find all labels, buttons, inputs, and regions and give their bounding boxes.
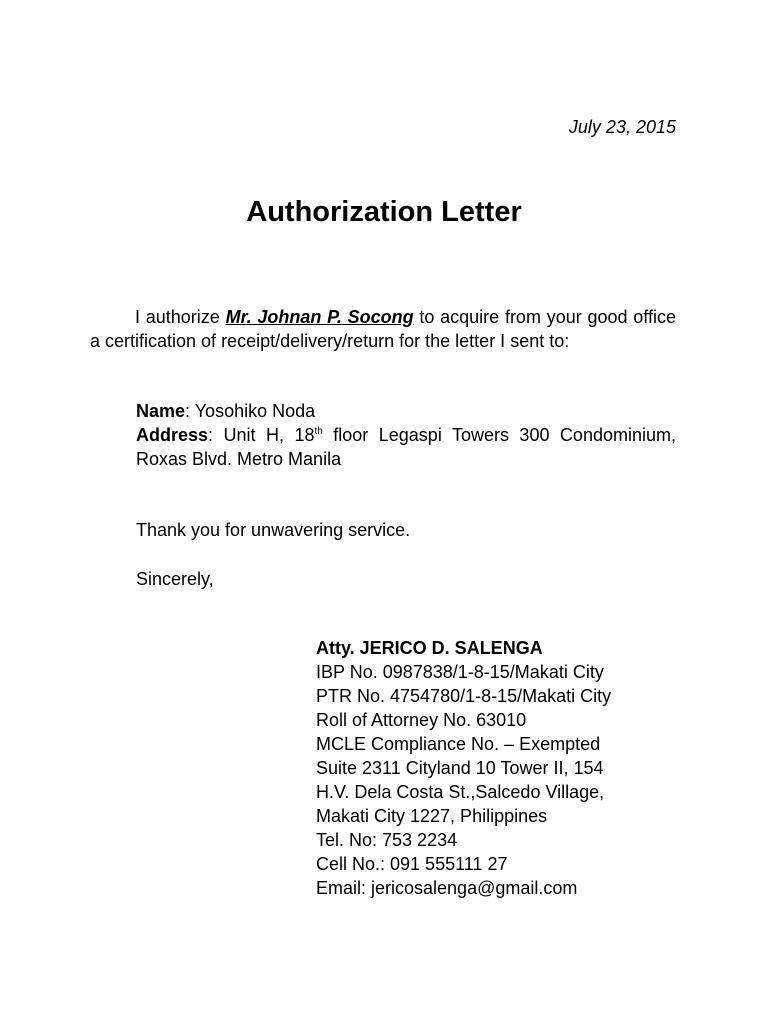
- address-ordinal: th: [314, 426, 323, 437]
- body-intro: I authorize: [135, 307, 226, 327]
- mcle-compliance: MCLE Compliance No. – Exempted: [316, 734, 601, 754]
- address-prefix: : Unit H, 18: [208, 425, 315, 445]
- telephone: Tel. No: 753 2234: [316, 830, 458, 850]
- signatory-name: Atty. JERICO D. SALENGA: [316, 638, 543, 658]
- body-paragraph: [90, 305, 676, 353]
- office-address-line-1: Suite 2311 Cityland 10 Tower II, 154: [316, 758, 604, 778]
- signature-block: [316, 636, 611, 900]
- cellphone: Cell No.: 091 555111 27: [316, 854, 508, 874]
- body-rest: to acquire from your good office a certification of receipt/delivery/return for the letter I sent to:: [90, 307, 676, 351]
- authorized-person-name: Mr. Johnan P. Socong: [225, 307, 414, 327]
- ptr-number: PTR No. 4754780/1-8-15/Makati City: [316, 686, 612, 706]
- recipient-address-line: [136, 423, 676, 471]
- ibp-number: IBP No. 0987838/1-8-15/Makati City: [316, 662, 604, 682]
- address-rest: floor Legaspi Towers 300 Condominium, Roxas Blvd. Metro Manila: [136, 425, 676, 469]
- closing-line: Sincerely,: [136, 569, 214, 589]
- recipient-name-line: [136, 399, 676, 423]
- letter-date: July 23, 2015: [568, 117, 676, 137]
- name-label: Name: [136, 401, 186, 421]
- roll-of-attorney: Roll of Attorney No. 63010: [316, 710, 527, 730]
- thank-you-line: Thank you for unwavering service.: [136, 520, 411, 540]
- letter-title: Authorization Letter: [246, 196, 522, 228]
- office-address-line-2: H.V. Dela Costa St.,Salcedo Village,: [316, 782, 605, 802]
- email: Email: jericosalenga@gmail.com: [316, 878, 578, 898]
- name-value: : Yosohiko Noda: [185, 401, 316, 421]
- recipient-block: [136, 399, 676, 471]
- office-address-line-3: Makati City 1227, Philippines: [316, 806, 548, 826]
- address-label: Address: [136, 425, 209, 445]
